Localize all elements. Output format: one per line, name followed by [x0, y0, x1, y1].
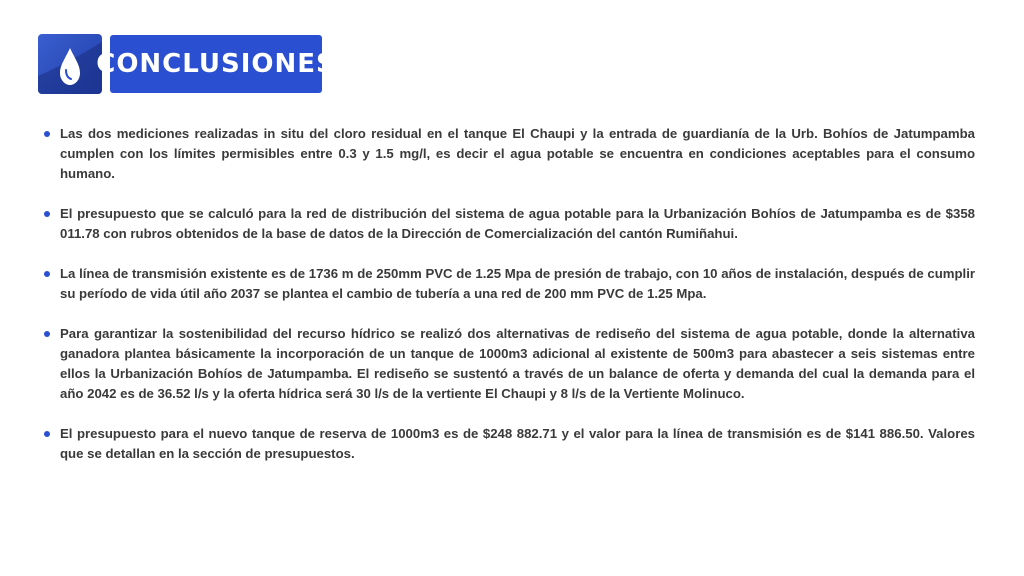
list-item-text: El presupuesto que se calculó para la red de distribución del sistema de agua potable para la Urbanización Bohíos de Jatumpamba es de $358 011.78 con rubros obtenidos de la base de datos de la Dirección de Comercialización del cantón Rumiñahui.	[60, 206, 975, 241]
list-item	[44, 424, 975, 464]
list-item	[44, 124, 975, 184]
list-item	[44, 324, 975, 404]
bullet-icon	[44, 431, 50, 437]
list-item-text: La línea de transmisión existente es de 1736 m de 250mm PVC de 1.25 Mpa de presión de trabajo, con 10 años de instalación, después de cumplir su período de vida útil año 2037 se plantea el cambio de tubería a una red de 200 mm PVC de 1.25 Mpa.	[60, 266, 975, 301]
water-drop-icon	[38, 34, 102, 94]
bullet-icon	[44, 271, 50, 277]
page-title: CONCLUSIONES	[96, 49, 336, 79]
list-item-text: El presupuesto para el nuevo tanque de reserva de 1000m3 es de $248 882.71 y el valor para la línea de transmisión es de $141 886.50. Valores que se detallan en la sección de presupuestos.	[60, 426, 975, 461]
bullet-icon	[44, 331, 50, 337]
list-item	[44, 264, 975, 304]
list-item-text: Las dos mediciones realizadas in situ del cloro residual en el tanque El Chaupi y la entrada de guardianía de la Urb. Bohíos de Jatumpamba cumplen con los límites permisibles entre 0.3 y 1.5 mg/l, es decir el agua potable se encuentra en condiciones aceptables para el consumo humano.	[60, 126, 975, 181]
bullet-icon	[44, 131, 50, 137]
logo	[38, 34, 102, 94]
conclusions-list	[44, 124, 975, 484]
list-item	[44, 204, 975, 244]
list-item-text: Para garantizar la sostenibilidad del recurso hídrico se realizó dos alternativas de rediseño del sistema de agua potable, donde la alternativa ganadora plantea básicamente la incorporación de un tanque de 1000m3 adicional al existente de 500m3 para abastecer a seis sistemas entre ellos la Urbanización Bohíos de Jatumpamba. El rediseño se sustentó a través de un balance de oferta y demanda del cual la demanda para el año 2042 es de 36.52 l/s y la oferta hídrica será 30 l/s de la vertiente El Chaupi y 8 l/s de la Vertiente Molinuco.	[60, 326, 975, 401]
bullet-icon	[44, 211, 50, 217]
title-banner	[96, 35, 336, 93]
